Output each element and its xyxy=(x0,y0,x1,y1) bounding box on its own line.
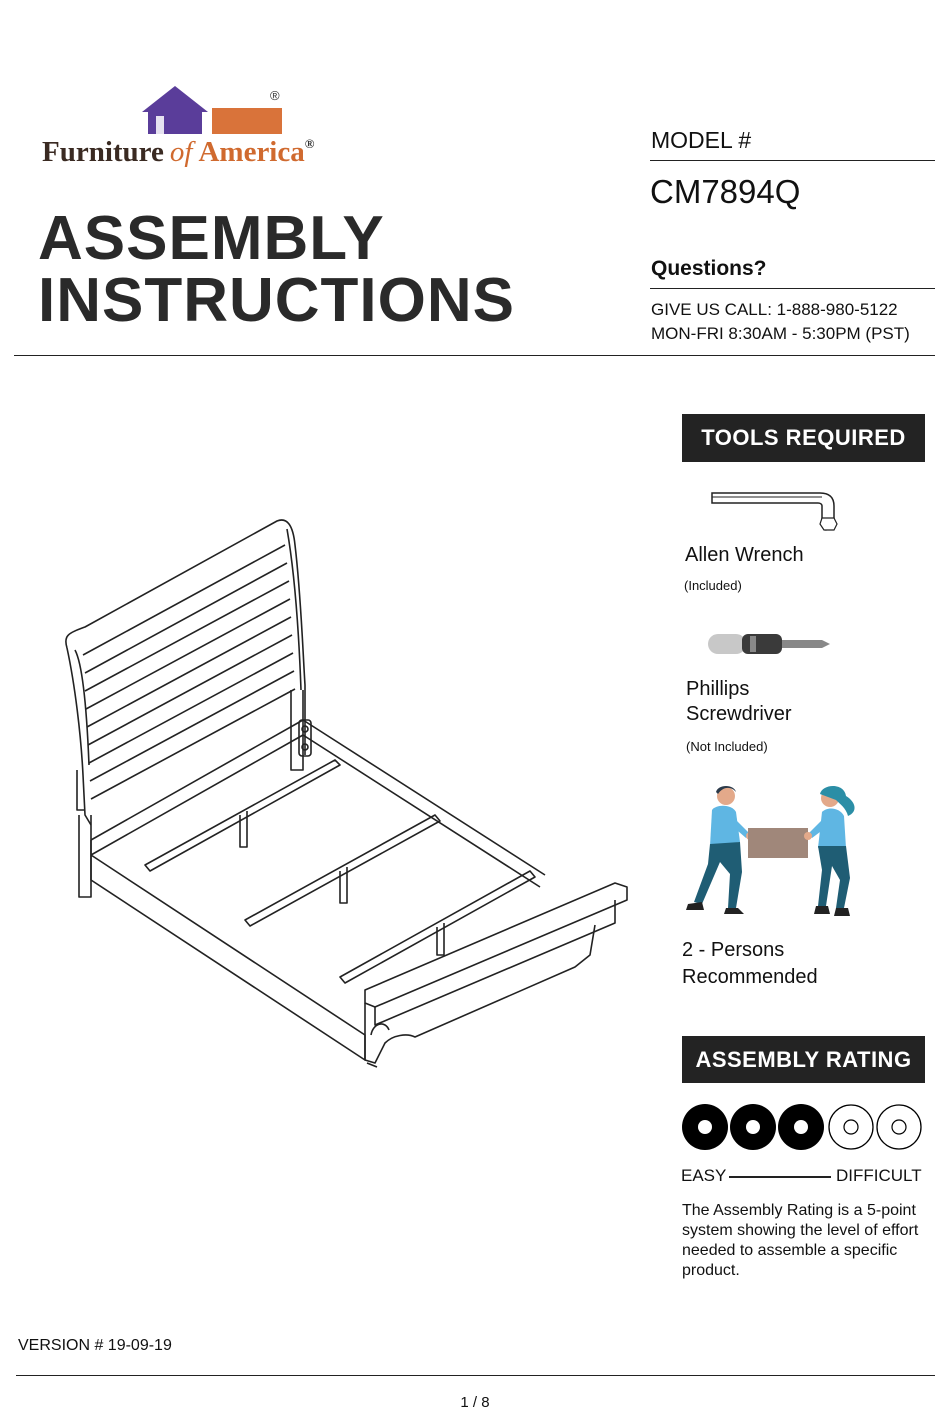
model-number: CM7894Q xyxy=(650,173,801,210)
footer-divider xyxy=(16,1375,935,1376)
version-number: VERSION # 19-09-19 xyxy=(18,1337,172,1354)
rating-filled-icon xyxy=(777,1103,825,1151)
brand-logo xyxy=(40,84,360,179)
persons-line1: 2 - Persons xyxy=(682,939,785,961)
brand-name-part2: of xyxy=(169,136,193,168)
tool-allen-wrench-name: Allen Wrench xyxy=(685,544,804,566)
sleigh-bed-drawing xyxy=(55,515,635,1070)
persons-line2: Recommended xyxy=(682,966,818,988)
rating-circles xyxy=(681,1103,925,1151)
page-number: 1 / 8 xyxy=(460,1394,490,1411)
contact-hours: MON-FRI 8:30AM - 5:30PM (PST) xyxy=(651,324,910,343)
tool-screwdriver-name-line2: Screwdriver xyxy=(686,703,792,725)
house-logo-icon xyxy=(140,84,285,136)
persons-recommended xyxy=(682,937,818,991)
registered-mark-2: ® xyxy=(304,136,315,151)
rating-filled-icon xyxy=(681,1103,729,1151)
questions-divider xyxy=(650,288,935,289)
header-divider xyxy=(14,355,935,356)
assembly-rating-banner: ASSEMBLY RATING xyxy=(682,1036,925,1083)
tool-screwdriver-name-line1: Phillips xyxy=(686,678,750,700)
contact-phone: GIVE US CALL: 1-888-980-5122 xyxy=(651,300,898,319)
rating-filled-icon xyxy=(729,1103,777,1151)
tool-screwdriver-note: (Not Included) xyxy=(686,739,768,754)
rating-difficult-label: DIFFICULT xyxy=(836,1166,922,1185)
title-line-2: INSTRUCTIONS xyxy=(38,266,515,335)
rating-empty-icon xyxy=(875,1103,923,1151)
rating-empty-icon xyxy=(827,1103,875,1151)
tools-required-banner: TOOLS REQUIRED xyxy=(682,414,925,462)
questions-title: Questions? xyxy=(651,257,767,280)
brand-name-part3: America xyxy=(198,136,305,168)
tool-allen-wrench-note: (Included) xyxy=(684,578,742,593)
registered-mark: ® xyxy=(270,88,280,103)
two-persons-carrying-icon xyxy=(680,782,870,922)
rating-scale-line xyxy=(729,1176,831,1178)
tool-screwdriver-name xyxy=(686,677,792,727)
screwdriver-icon xyxy=(706,630,834,658)
brand-name-part1: Furniture xyxy=(42,136,164,168)
model-divider xyxy=(650,160,935,161)
rating-description: The Assembly Rating is a 5-point system showing the level of effort needed to assemble a specific product. xyxy=(682,1202,919,1279)
allen-wrench-icon xyxy=(708,488,843,536)
brand-name xyxy=(42,136,314,169)
title-line-1: ASSEMBLY xyxy=(38,204,385,273)
model-label: MODEL # xyxy=(651,127,752,153)
rating-easy-label: EASY xyxy=(681,1166,727,1185)
